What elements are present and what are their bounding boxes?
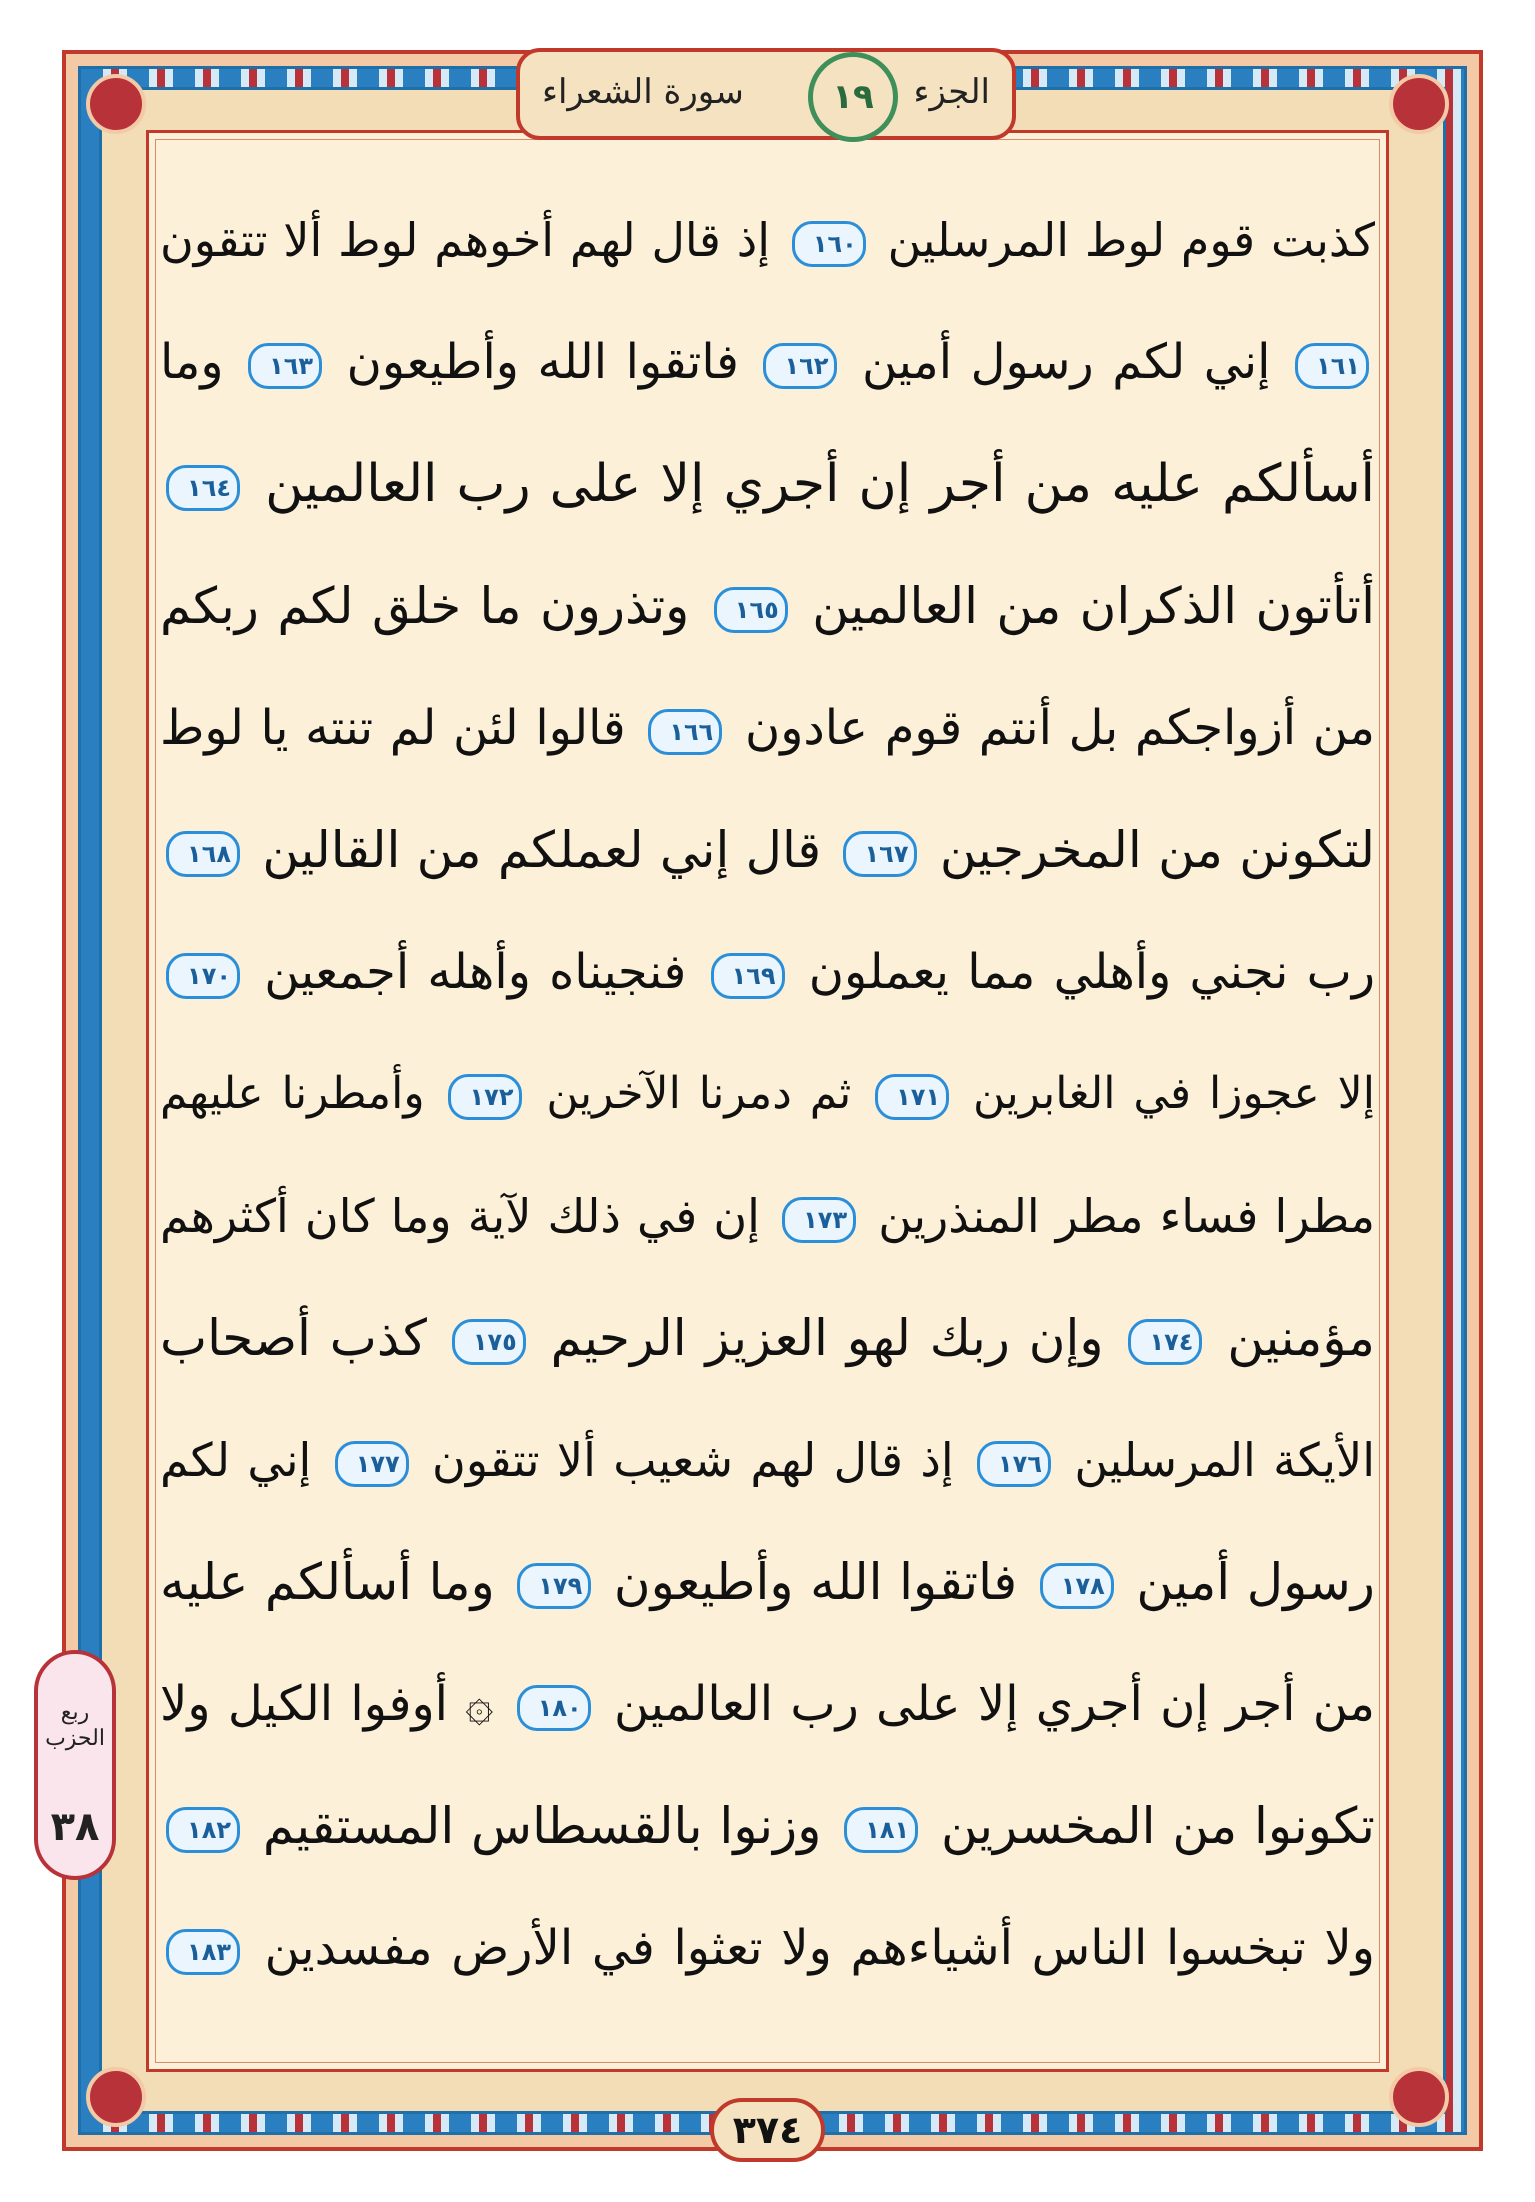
surah-name: سورة الشعراء [542, 72, 744, 112]
verse-text: إذ قال لهم أخوهم لوط ألا تتقون [160, 213, 770, 267]
verse-text: قالوا لئن لم تنته يا لوط [160, 700, 626, 756]
ayah-number-marker: ١٨١ [844, 1807, 918, 1853]
ayah-number-marker: ١٦١ [1295, 343, 1369, 389]
text-line [160, 1649, 1375, 1759]
ayah-number-marker: ١٧٧ [335, 1441, 409, 1487]
verse-text: ولا تبخسوا الناس أشياءهم ولا تعثوا في الأرض مفسدين [264, 1920, 1375, 1976]
verse-text: تكونوا من المخسرين [941, 1797, 1375, 1855]
verse-text: أتأتون الذكران من العالمين [812, 577, 1375, 635]
verse-text: إلا عجوزا في الغابرين [972, 1068, 1375, 1119]
hizb-marker [34, 1650, 116, 1880]
text-line [160, 1161, 1375, 1271]
page-header [516, 48, 1016, 140]
ayah-number-marker: ١٦٧ [843, 831, 917, 877]
text-line [160, 1405, 1375, 1515]
text-line [160, 673, 1375, 783]
verse-text: وما أسألكم عليه [160, 1553, 495, 1611]
verse-text: كذبت قوم لوط المرسلين [887, 213, 1375, 267]
text-line [160, 1893, 1375, 2003]
ayah-number-marker: ١٧٤ [1128, 1319, 1202, 1365]
verse-text: وزنوا بالقسطاس المستقيم [262, 1797, 822, 1855]
juz-number-badge [808, 52, 898, 142]
verse-text: وإن ربك لهو العزيز الرحيم [550, 1309, 1104, 1367]
verse-text: أسألكم عليه من أجر إن أجري إلا على رب العالمين [265, 454, 1375, 514]
hizb-number: ٣٨ [50, 1804, 100, 1850]
ayah-number-marker: ١٦٥ [714, 587, 788, 633]
verse-text: وتذرون ما خلق لكم ربكم [160, 577, 690, 635]
ayah-number-marker: ١٨٢ [166, 1807, 240, 1853]
corner-rosette-icon [1389, 74, 1449, 134]
juz-number: ١٩ [832, 77, 874, 117]
text-line [160, 185, 1375, 295]
verse-text: قال إني لعملكم من القالين [262, 821, 822, 879]
ayah-number-marker: ١٦٨ [166, 831, 240, 877]
verse-text: وأمطرنا عليهم [160, 1068, 425, 1119]
verse-text: من أجر إن أجري إلا على رب العالمين [613, 1676, 1375, 1732]
verse-text: إني لكم رسول أمين [862, 334, 1271, 390]
ayah-number-marker: ١٦٩ [711, 953, 785, 999]
text-line [160, 795, 1375, 905]
text-line [160, 1039, 1375, 1149]
verse-text: مؤمنين [1227, 1309, 1375, 1367]
text-line [160, 551, 1375, 661]
corner-rosette-icon [86, 74, 146, 134]
ayah-number-marker: ١٧٣ [782, 1197, 856, 1243]
verse-text: فاتقوا الله وأطيعون [613, 1553, 1018, 1611]
ayah-number-marker: ١٧٦ [977, 1441, 1051, 1487]
text-line [160, 1771, 1375, 1881]
verse-text: من أزواجكم بل أنتم قوم عادون [744, 700, 1375, 756]
text-line [160, 917, 1375, 1027]
verse-text: مطرا فساء مطر المنذرين [878, 1189, 1375, 1243]
verse-text: رب نجني وأهلي مما يعملون [808, 944, 1375, 1000]
verse-text: إذ قال لهم شعيب ألا تتقون [432, 1433, 954, 1487]
ayah-number-marker: ١٧٥ [452, 1319, 526, 1365]
verse-text: ثم دمرنا الآخرين [546, 1068, 852, 1119]
verse-text: رسول أمين [1136, 1553, 1375, 1611]
corner-rosette-icon [86, 2067, 146, 2127]
verse-text: إني لكم [160, 1433, 312, 1487]
page-number-badge [710, 2098, 825, 2162]
ayah-number-marker: ١٦٣ [248, 343, 322, 389]
ayah-number-marker: ١٧٠ [166, 953, 240, 999]
verse-text: كذب أصحاب [160, 1309, 427, 1367]
ayah-number-marker: ١٨٣ [166, 1929, 240, 1975]
text-line [160, 307, 1375, 417]
quran-text [160, 185, 1375, 2025]
text-line [160, 1527, 1375, 1637]
verse-text: وما [160, 334, 224, 390]
ayah-number-marker: ١٧٢ [448, 1074, 522, 1120]
juz-label: الجزء [913, 72, 990, 112]
ayah-number-marker: ١٧٩ [517, 1563, 591, 1609]
page-number: ٣٧٤ [732, 2108, 803, 2152]
ayah-number-marker: ١٦٤ [166, 465, 240, 511]
verse-text: فنجيناه وأهله أجمعين [264, 944, 687, 1000]
verse-text: لتكونن من المخرجين [939, 821, 1375, 879]
verse-text: الأيكة المرسلين [1074, 1433, 1375, 1487]
ayah-number-marker: ١٧٨ [1040, 1563, 1114, 1609]
text-line [160, 1283, 1375, 1393]
verse-text: إن في ذلك لآية وما كان أكثرهم [160, 1189, 760, 1243]
ayah-number-marker: ١٦٦ [648, 709, 722, 755]
ayah-number-marker: ١٨٠ [517, 1685, 591, 1731]
text-line [160, 429, 1375, 539]
verse-text: فاتقوا الله وأطيعون [346, 334, 739, 390]
verse-text: ۞ أوفوا الكيل ولا [160, 1676, 494, 1732]
ayah-number-marker: ١٦٢ [763, 343, 837, 389]
corner-rosette-icon [1389, 2067, 1449, 2127]
ayah-number-marker: ١٦٠ [792, 221, 866, 267]
hizb-label: ربع الحزب [45, 1700, 105, 1751]
ayah-number-marker: ١٧١ [875, 1074, 949, 1120]
